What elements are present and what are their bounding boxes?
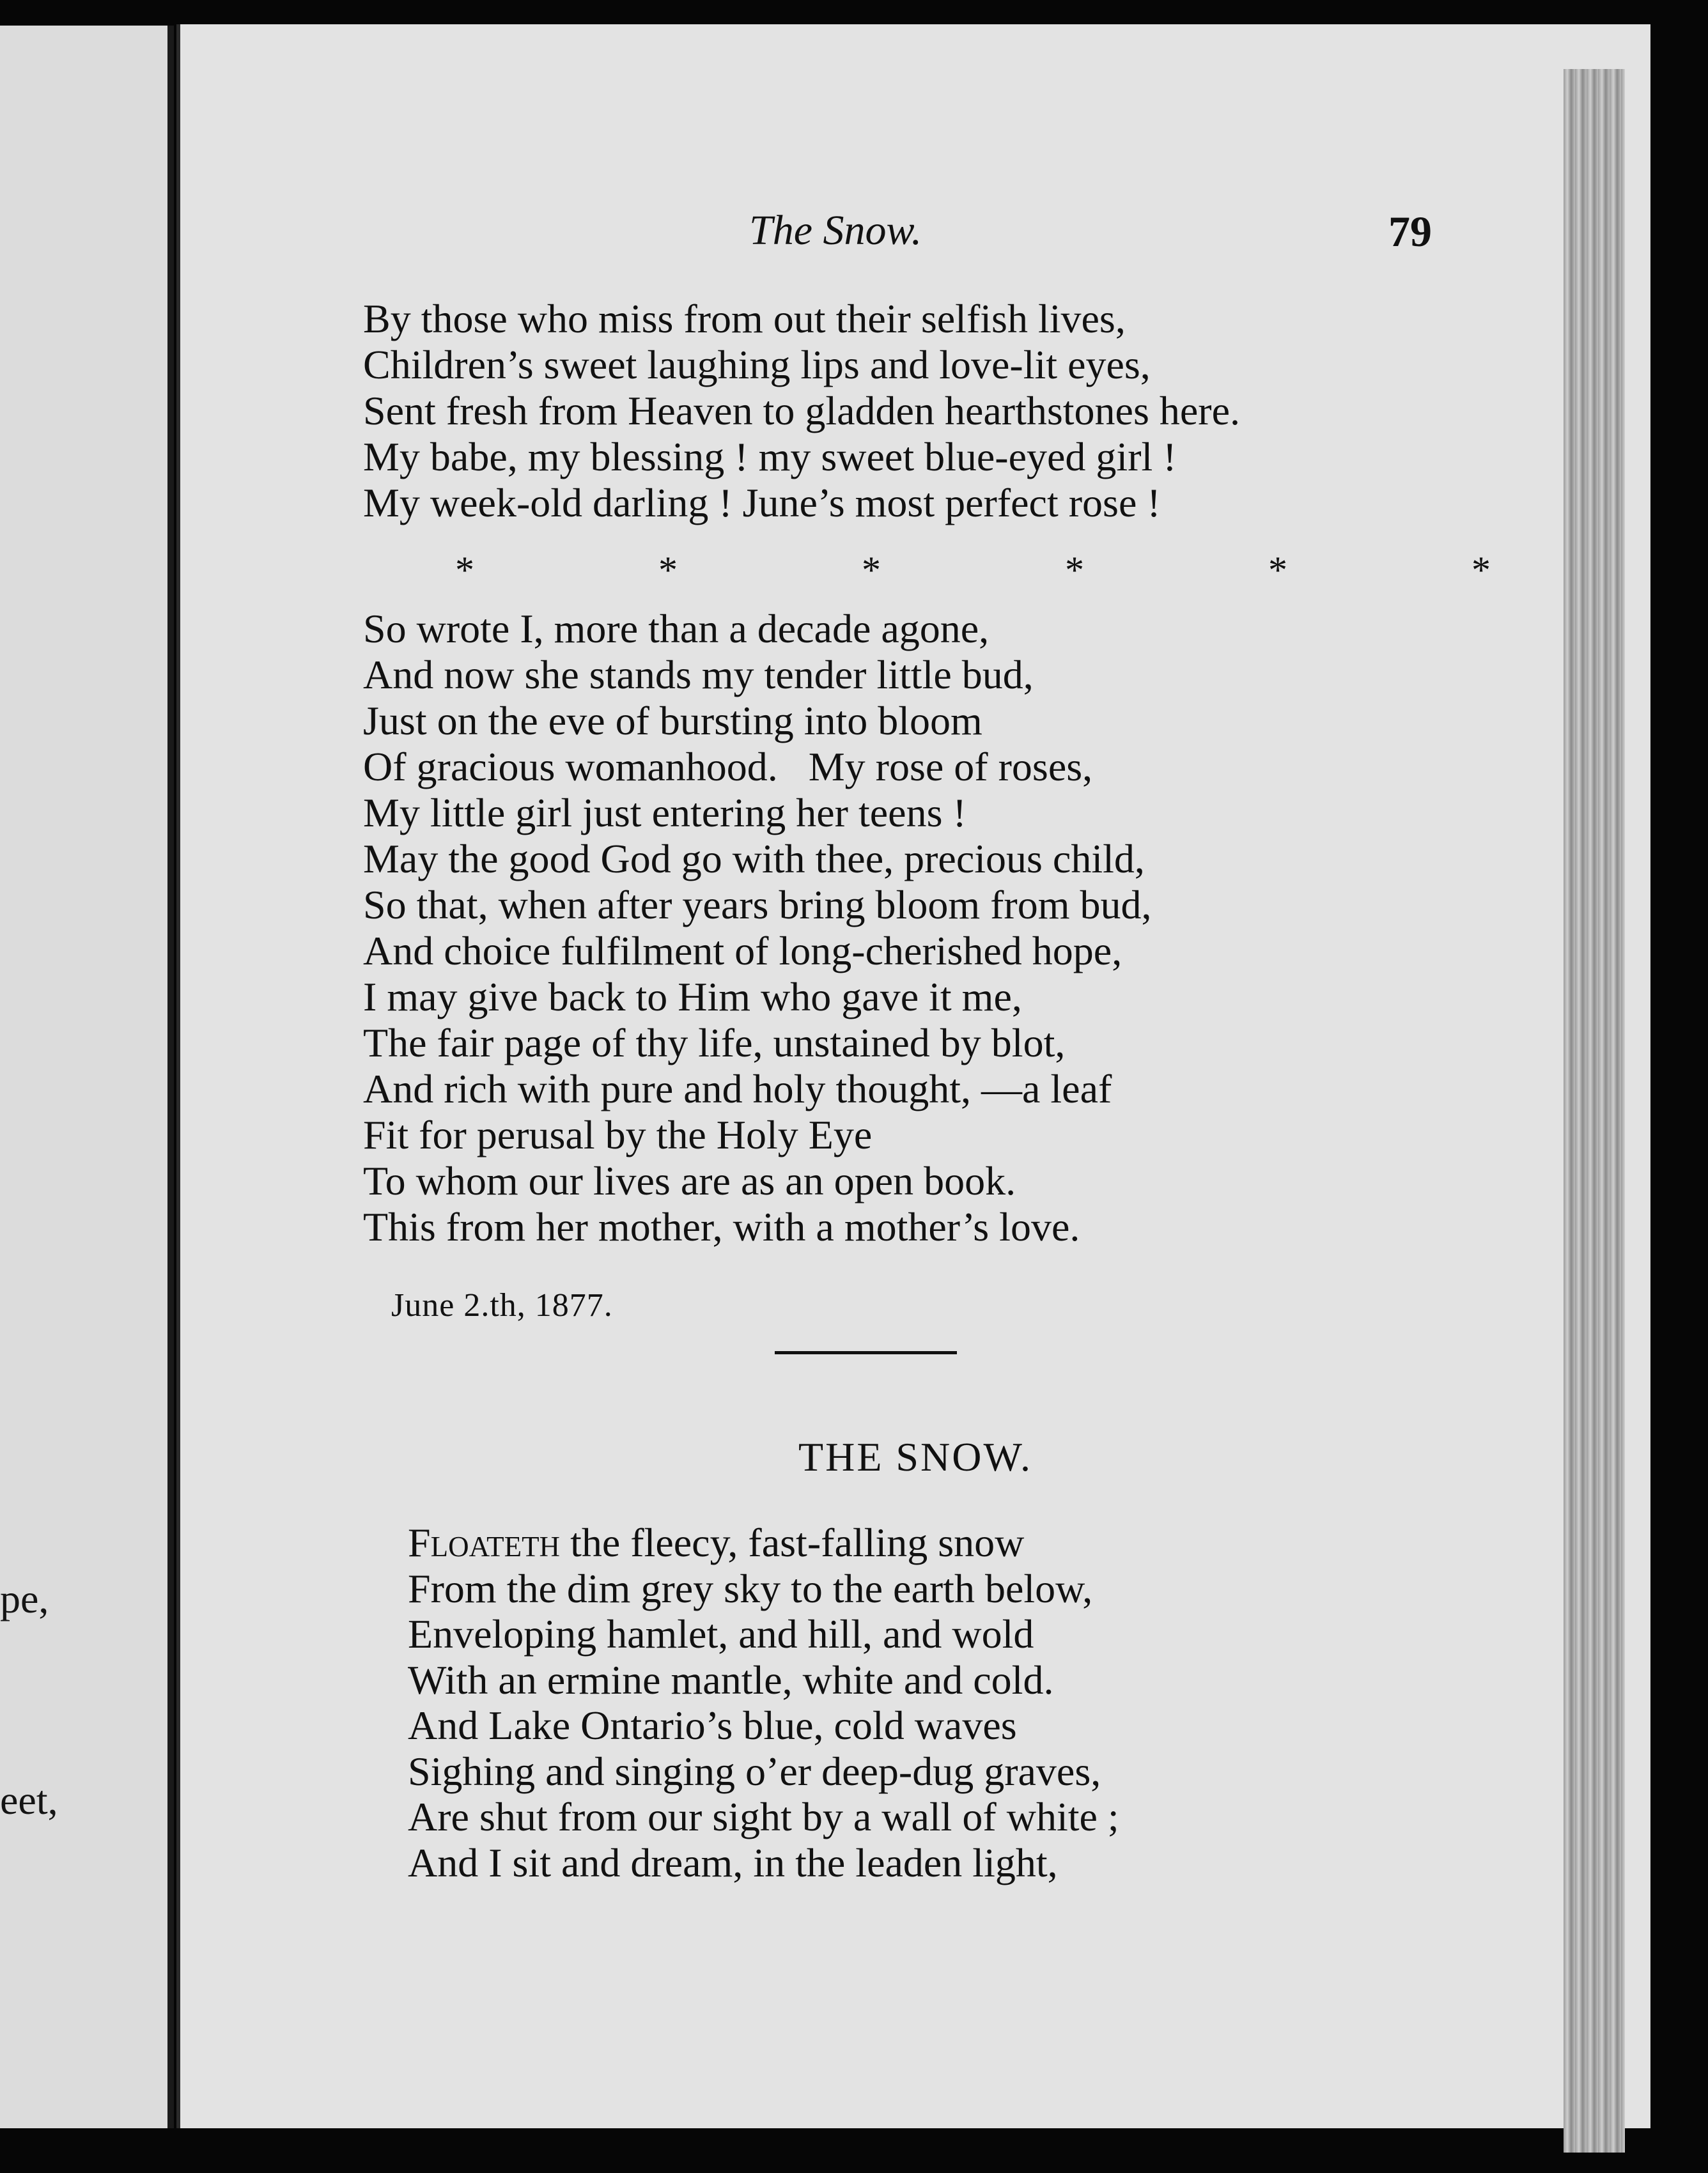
poem-line: The fair page of thy life, unstained by blot, [363, 1020, 1066, 1065]
poem-line: My babe, my blessing ! my sweet blue-eyed girl ! [363, 434, 1177, 479]
stanza-dedication [363, 606, 1152, 1250]
page-edge [1564, 69, 1625, 2153]
left-page [0, 26, 174, 2128]
right-page [176, 24, 1650, 2128]
poem-line: My little girl just entering her teens ! [363, 790, 967, 835]
poem-line: May the good God go with thee, precious child, [363, 836, 1145, 881]
running-title: The Snow. [749, 207, 922, 254]
poem-line: Fit for perusal by the Holy Eye [363, 1112, 873, 1157]
left-page-fragment: pe, [0, 1576, 49, 1621]
poem-line: Enveloping hamlet, and hill, and wold [408, 1611, 1034, 1657]
opening-line-rest: the fleecy, fast-falling snow [560, 1520, 1025, 1565]
poem-line: Of gracious womanhood. My rose of roses, [363, 744, 1093, 789]
poem-line: And I sit and dream, in the leaden light, [408, 1839, 1058, 1885]
poem-line [408, 1520, 1119, 1566]
poem-title: THE SNOW. [798, 1434, 1032, 1480]
poem-line: From the dim grey sky to the earth below, [408, 1565, 1093, 1611]
page-number: 79 [1388, 207, 1432, 256]
asterisk: * [1065, 549, 1084, 591]
stanza-continued [363, 296, 1240, 526]
asterisk: * [658, 549, 678, 591]
poem-line: So wrote I, more than a decade agone, [363, 606, 990, 651]
asterisk-separator [455, 548, 1491, 592]
asterisk: * [1471, 549, 1491, 591]
poem-line: And now she stands my tender little bud, [363, 652, 1034, 697]
poem-line: I may give back to Him who gave it me, [363, 974, 1022, 1019]
stanza-snow [408, 1520, 1119, 1885]
asterisk: * [455, 549, 474, 591]
left-page-fragment: eet, [0, 1777, 58, 1823]
poem-line: My week-old darling ! June’s most perfect rose ! [363, 480, 1161, 525]
poem-line: Are shut from our sight by a wall of white ; [408, 1794, 1119, 1839]
poem-line: With an ermine mantle, white and cold. [408, 1657, 1054, 1703]
asterisk: * [862, 549, 881, 591]
poem-line: To whom our lives are as an open book. [363, 1158, 1016, 1203]
poem-line: Just on the eve of bursting into bloom [363, 698, 982, 743]
running-header [180, 206, 1650, 258]
section-rule [775, 1351, 957, 1354]
poem-line: Sent fresh from Heaven to gladden hearthstones here. [363, 388, 1240, 433]
poem-line: So that, when after years bring bloom from bud, [363, 882, 1152, 927]
date-line: June 2.th, 1877. [391, 1287, 613, 1324]
poem-line: Children’s sweet laughing lips and love-lit eyes, [363, 342, 1151, 387]
poem-line: Sighing and singing o’er deep-dug graves, [408, 1748, 1101, 1794]
poem-line: And Lake Ontario’s blue, cold waves [408, 1703, 1017, 1748]
poem-line: By those who miss from out their selfish lives, [363, 296, 1126, 341]
asterisk: * [1268, 549, 1287, 591]
poem-line: This from her mother, with a mother’s love. [363, 1204, 1080, 1249]
opening-word: Floateth [408, 1520, 561, 1565]
poem-line: And rich with pure and holy thought, —a leaf [363, 1066, 1112, 1111]
poem-line: And choice fulfilment of long-cherished hope, [363, 928, 1122, 973]
